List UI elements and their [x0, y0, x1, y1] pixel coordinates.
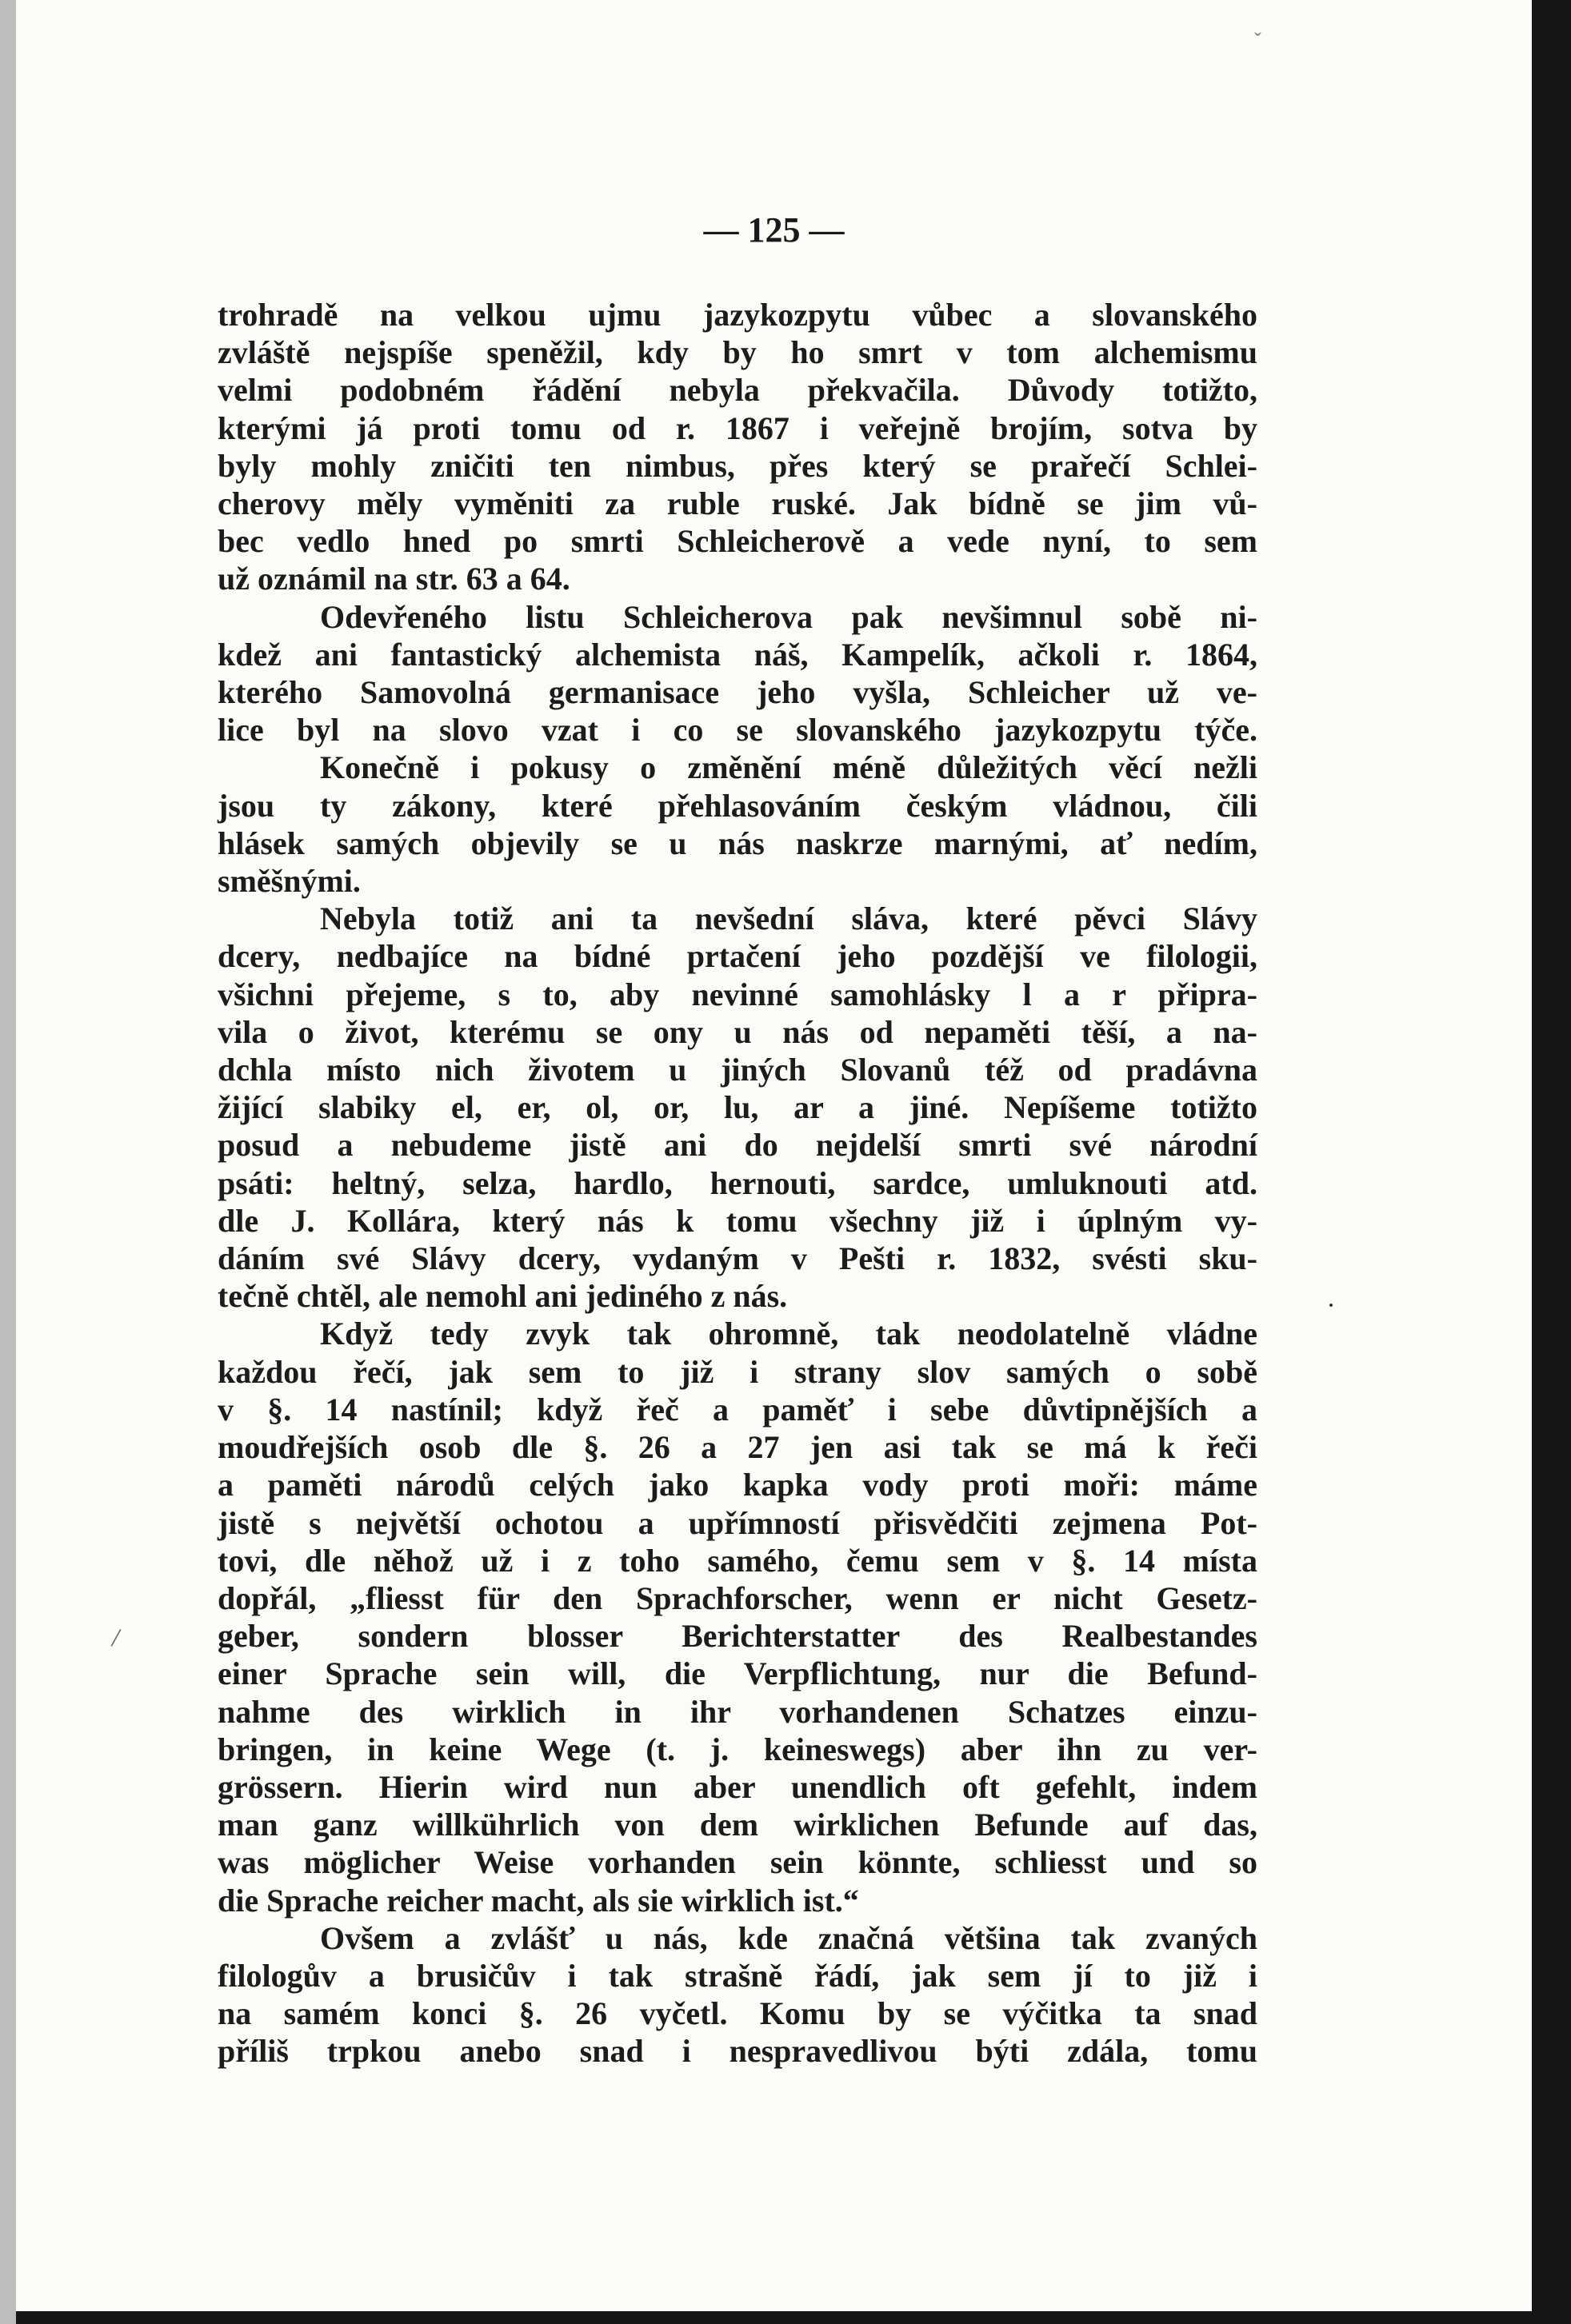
text-line: Odevřeného listu Schleicherova pak nevšimnul sobě ni-: [320, 598, 1257, 635]
text-line: zvláště nejspíše speněžil, kdy by ho smrt v tom alchemismu: [218, 334, 1257, 371]
page-body-text: [218, 296, 1257, 2070]
scan-left-edge: [0, 0, 16, 2324]
text-line: na samém konci §. 26 vyčetl. Komu by se výčitka ta snad: [218, 1995, 1257, 2032]
text-line: bec vedlo hned po smrti Schleicherově a vede nyní, to sem: [218, 523, 1257, 560]
text-line: geber, sondern blosser Berichterstatter des Realbestandes: [218, 1618, 1257, 1655]
text-line: kdež ani fantastický alchemista náš, Kampelík, ačkoli r. 1864,: [218, 636, 1257, 673]
text-line: jsou ty zákony, které přehlasováním českým vládnou, čili: [218, 787, 1257, 824]
text-line: kterými já proti tomu od r. 1867 i veřejně brojím, sotva by: [218, 409, 1257, 446]
text-line: kterého Samovolná germanisace jeho vyšla, Schleicher už ve-: [218, 674, 1257, 711]
text-line: grössern. Hierin wird nun aber unendlich oft gefehlt, indem: [218, 1768, 1257, 1805]
text-line: trohradě na velkou ujmu jazykozpytu vůbec a slovanského: [218, 297, 1257, 333]
text-line: cherovy měly vyměniti za ruble ruské. Jak bídně se jim vů-: [218, 485, 1257, 522]
text-line: každou řečí, jak sem to již i strany slov samých o sobě: [218, 1353, 1257, 1390]
text-line: dopřál, „fliesst für den Sprachforscher, wenn er nicht Gesetz-: [218, 1579, 1257, 1616]
text-line: man ganz willkührlich von dem wirklichen Befunde auf das,: [218, 1807, 1257, 1843]
scan-mark: ˇ: [1254, 29, 1261, 52]
pencil-mark: /: [109, 1623, 122, 1654]
text-line: Konečně i pokusy o změnění méně důležitých věcí nežli: [320, 749, 1257, 786]
text-line: Nebyla totiž ani ta nevšední sláva, které pěvci Slávy: [320, 900, 1257, 937]
text-line: moudřejších osob dle §. 26 a 27 jen asi tak se má k řeči: [218, 1429, 1257, 1466]
text-line: psáti: heltný, selza, hardlo, hernouti, sardce, umluknouti atd.: [218, 1164, 1257, 1201]
text-line: a paměti národů celých jako kapka vody proti moři: máme: [218, 1467, 1257, 1503]
text-line: vila o život, kterému se ony u nás od nepaměti těší, a na-: [218, 1013, 1257, 1050]
text-line: už oznámil na str. 63 a 64.: [218, 561, 570, 597]
dust-speck: [1329, 1304, 1333, 1307]
text-line: tovi, dle něhož už i z toho samého, čemu sem v §. 14 místa: [218, 1542, 1257, 1579]
text-line: směšnými.: [218, 863, 361, 900]
text-line: filologův a brusičův i tak strašně řádí, jak sem jí to již i: [218, 1957, 1257, 1994]
text-line: nahme des wirklich in ihr vorhandenen Schatzes einzu-: [218, 1693, 1257, 1730]
text-line: dchla místo nich životem u jiných Slovanů též od pradávna: [218, 1052, 1257, 1088]
text-line: žijící slabiky el, er, ol, or, lu, ar a jiné. Nepíšeme totižto: [218, 1089, 1257, 1126]
text-line: byly mohly zničiti ten nimbus, přes který se prařečí Schlei-: [218, 447, 1257, 484]
text-line: einer Sprache sein will, die Verpflichtung, nur die Befund-: [218, 1655, 1257, 1692]
text-line: bringen, in keine Wege (t. j. keineswegs) aber ihn zu ver-: [218, 1731, 1257, 1767]
text-line: Ovšem a zvlášť u nás, kde značná většina tak zvaných: [320, 1919, 1257, 1956]
text-line: jistě s největší ochotou a upřímností přisvědčiti zejmena Pot-: [218, 1504, 1257, 1541]
text-line: posud a nebudeme jistě ani do nejdelší smrti své národní: [218, 1127, 1257, 1164]
text-line: dcery, nedbajíce na bídné prtačení jeho pozdější ve filologii,: [218, 938, 1257, 975]
page-number: — 125 —: [703, 210, 845, 250]
text-line: v §. 14 nastínil; když řeč a paměť i sebe důvtipnějších a: [218, 1391, 1257, 1428]
text-line: Když tedy zvyk tak ohromně, tak neodolatelně vládne: [320, 1316, 1257, 1352]
text-line: velmi podobném řádění nebyla překvačila. Důvody totižto,: [218, 372, 1257, 409]
text-line: was möglicher Weise vorhanden sein könnte, schliesst und so: [218, 1844, 1257, 1881]
text-line: tečně chtěl, ale nemohl ani jediného z nás.: [218, 1278, 788, 1315]
text-line: hlásek samých objevily se u nás naskrze marnými, ať nedím,: [218, 825, 1257, 861]
book-page: [16, 0, 1532, 2311]
text-line: dáním své Slávy dcery, vydaným v Pešti r. 1832, svésti sku-: [218, 1240, 1257, 1277]
text-line: příliš trpkou anebo snad i nespravedlivou býti zdála, tomu: [218, 2033, 1257, 2070]
text-line: dle J. Kollára, který nás k tomu všechny již i úplným vy-: [218, 1202, 1257, 1239]
text-line: lice byl na slovo vzat i co se slovanského jazykozpytu týče.: [218, 712, 1257, 749]
text-line: všichni přejeme, s to, aby nevinné samohlásky l a r připra-: [218, 976, 1257, 1012]
text-line: die Sprache reicher macht, als sie wirklich ist.“: [218, 1882, 859, 1919]
